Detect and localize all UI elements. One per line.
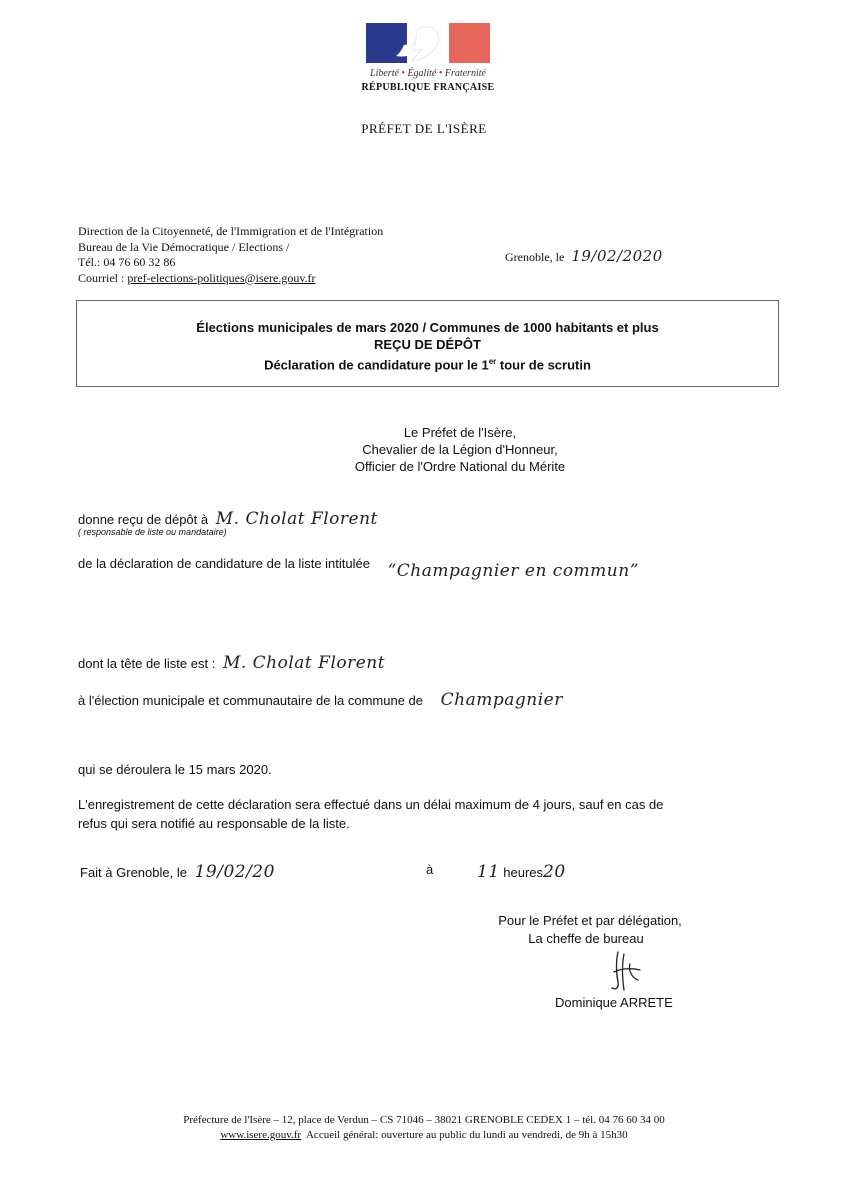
motto: Liberté • Égalité • Fraternité bbox=[370, 68, 486, 79]
footer bbox=[0, 1113, 848, 1143]
title-box bbox=[76, 300, 779, 387]
website-link[interactable]: www.isere.gouv.fr bbox=[220, 1129, 302, 1141]
recu-line: donne reçu de dépôt à M. Cholat Florent bbox=[78, 509, 378, 529]
handwritten-recipient: M. Cholat Florent bbox=[215, 509, 378, 529]
direction-line: Direction de la Citoyenneté, de l'Immigration et de l'Intégration bbox=[78, 224, 384, 238]
direction-block bbox=[78, 224, 383, 286]
handwritten-minutes: 20 bbox=[543, 862, 566, 882]
handwritten-date: 19/02/2020 bbox=[571, 247, 663, 265]
liste-line: de la déclaration de candidature de la liste intitulée “Champagnier en commun” bbox=[78, 556, 639, 581]
fait-time: 11 heures20 bbox=[477, 862, 566, 882]
handwritten-commune: Champagnier bbox=[440, 690, 563, 710]
footer-address: Préfecture de l'Isère – 12, place de Verdun – CS 71046 – 38021 GRENOBLE CEDEX 1 – tél. 04 76 60 34 00 bbox=[183, 1114, 665, 1126]
tete-line: dont la tête de liste est : M. Cholat Florent bbox=[78, 653, 386, 673]
handwritten-list-name: “Champagnier en commun” bbox=[387, 561, 639, 581]
fait-line: Fait à Grenoble, le 19/02/20 bbox=[80, 862, 275, 882]
marianne-logo bbox=[366, 23, 490, 63]
recu-note: ( responsable de liste ou mandataire) bbox=[78, 527, 227, 537]
email-link[interactable]: pref-elections-politiques@isere.gouv.fr bbox=[127, 270, 316, 285]
signatory-name: Dominique ARRETE bbox=[555, 995, 673, 1010]
title-line-1: Élections municipales de mars 2020 / Communes de 1000 habitants et plus bbox=[196, 320, 659, 335]
fait-a-label: à bbox=[426, 862, 434, 877]
handwritten-hour: 11 bbox=[477, 862, 500, 882]
enregistrement-paragraph: L'enregistrement de cette déclaration sera effectué dans un délai maximum de 4 jours, sauf en cas de refus qui sera notifié au responsable de la liste. bbox=[78, 797, 664, 831]
phone-line: Tél.: 04 76 60 32 86 bbox=[78, 255, 176, 269]
commune-line: à l'élection municipale et communautaire de la commune de Champagnier bbox=[78, 690, 563, 710]
handwritten-fait-date: 19/02/20 bbox=[194, 862, 275, 882]
title-line-2: REÇU DE DÉPÔT bbox=[374, 337, 481, 352]
logo-caption bbox=[340, 68, 516, 93]
signature-titles: Pour le Préfet et par délégation, La cheffe de bureau bbox=[498, 913, 682, 946]
handwritten-signature bbox=[604, 950, 644, 992]
republic-label: RÉPUBLIQUE FRANÇAISE bbox=[361, 82, 495, 93]
prefet-titles: Le Préfet de l'Isère, Chevalier de la Légion d'Honneur, Officier de l'Ordre National du Mérite bbox=[354, 425, 566, 474]
prefet-heading: PRÉFET DE L'ISÈRE bbox=[361, 121, 487, 136]
election-date-line: qui se déroulera le 15 mars 2020. bbox=[78, 762, 272, 777]
title-line-3: Déclaration de candidature pour le 1er tour de scrutin bbox=[264, 357, 591, 373]
bureau-line: Bureau de la Vie Démocratique / Elections / bbox=[78, 239, 290, 254]
date-line: Grenoble, le 19/02/2020 bbox=[505, 247, 663, 265]
footer-hours: www.isere.gouv.fr Accueil général: ouverture au public du lundi au vendredi, de 9h à 15h30 bbox=[220, 1129, 628, 1141]
email-line: Courriel : pref-elections-politiques@isere.gouv.fr bbox=[78, 270, 316, 285]
handwritten-head-of-list: M. Cholat Florent bbox=[222, 653, 386, 673]
